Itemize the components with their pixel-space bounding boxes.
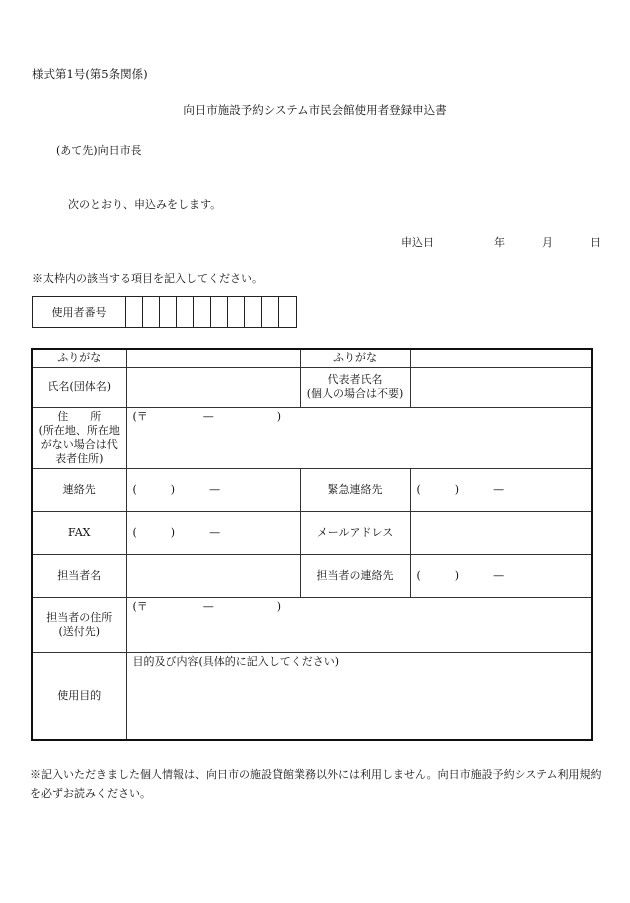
person-name-field[interactable] xyxy=(126,554,300,597)
name-field[interactable] xyxy=(126,367,300,407)
instruction-text: ※太枠内の該当する項目を記入してください。 xyxy=(32,272,263,285)
emergency-contact-label: 緊急連絡先 xyxy=(300,468,410,511)
user-number-digit[interactable] xyxy=(211,297,228,327)
purpose-label: 使用目的 xyxy=(32,652,126,740)
name-label: 氏名(団体名) xyxy=(32,367,126,407)
email-field[interactable] xyxy=(410,511,592,554)
addressee: (あて先)向日市長 xyxy=(56,144,142,157)
person-contact-label: 担当者の連絡先 xyxy=(300,554,410,597)
paren-open: ( xyxy=(416,568,421,582)
paren-open: ( xyxy=(416,482,421,496)
rep-furigana-field[interactable] xyxy=(410,349,592,367)
postal-dash: — xyxy=(202,599,214,613)
person-contact-field[interactable] xyxy=(410,554,592,597)
address-label-line2: (所在地、所在地 xyxy=(38,423,120,437)
paren-close: ) xyxy=(454,568,460,582)
address-field[interactable] xyxy=(126,407,592,468)
postal-prefix: (〒 xyxy=(132,409,148,423)
paren-close: ) xyxy=(170,525,176,539)
rep-name-label-line2: (個人の場合は不要) xyxy=(306,387,404,400)
contact-field[interactable] xyxy=(126,468,300,511)
rep-name-field[interactable] xyxy=(410,367,592,407)
person-address-label xyxy=(32,597,126,652)
address-label xyxy=(32,407,126,468)
user-number-digit[interactable] xyxy=(177,297,194,327)
furigana-label: ふりがな xyxy=(32,349,126,367)
emergency-contact-field[interactable] xyxy=(410,468,592,511)
paren-close: ) xyxy=(170,482,176,496)
document-title: 向日市施設予約システム市民会館使用者登録申込書 xyxy=(183,103,447,117)
address-label-line1: 住 所 xyxy=(57,409,102,423)
phone-dash: — xyxy=(493,568,505,582)
user-number-box xyxy=(32,296,297,328)
person-name-label: 担当者名 xyxy=(32,554,126,597)
date-month: 月 xyxy=(542,236,553,249)
paren-open: ( xyxy=(132,482,137,496)
phone-dash: — xyxy=(209,482,221,496)
date-day: 日 xyxy=(590,236,601,249)
paren-open: ( xyxy=(132,525,137,539)
postal-dash: — xyxy=(202,409,214,423)
phone-dash: — xyxy=(493,482,505,496)
paren-close: ) xyxy=(454,482,460,496)
privacy-footnote: ※記入いただきました個人情報は、向日市の施設貸館業務以外には利用しません。向日市施設予約システム利用規約を必ずお読みください。 xyxy=(30,768,602,800)
user-number-digit[interactable] xyxy=(194,297,211,327)
user-number-label: 使用者番号 xyxy=(33,297,126,327)
address-label-line4: 表者住所) xyxy=(55,451,104,465)
user-number-digit[interactable] xyxy=(160,297,177,327)
date-year: 年 xyxy=(494,236,505,249)
contact-label: 連絡先 xyxy=(32,468,126,511)
registration-table xyxy=(31,348,593,741)
purpose-field[interactable] xyxy=(126,652,592,740)
postal-close: ) xyxy=(276,409,282,423)
rep-name-label xyxy=(300,367,410,407)
purpose-hint: 目的及び内容(具体的に記入してください) xyxy=(132,654,340,668)
postal-prefix: (〒 xyxy=(132,599,148,613)
intro-text: 次のとおり、申込みをします。 xyxy=(68,198,222,211)
user-number-digit[interactable] xyxy=(245,297,262,327)
person-address-field[interactable] xyxy=(126,597,592,652)
user-number-digit[interactable] xyxy=(126,297,143,327)
user-number-digit[interactable] xyxy=(228,297,245,327)
person-address-label-line2: (送付先) xyxy=(58,624,101,638)
fax-label: FAX xyxy=(32,511,126,554)
user-number-digit[interactable] xyxy=(279,297,296,327)
phone-dash: — xyxy=(209,525,221,539)
email-label: メールアドレス xyxy=(300,511,410,554)
furigana-field[interactable] xyxy=(126,349,300,367)
date-label: 申込日 xyxy=(401,236,434,249)
person-address-label-line1: 担当者の住所 xyxy=(46,610,113,624)
fax-field[interactable] xyxy=(126,511,300,554)
rep-furigana-label: ふりがな xyxy=(300,349,410,367)
rep-name-label-line1: 代表者氏名 xyxy=(327,373,383,386)
form-number: 様式第1号(第5条関係) xyxy=(32,67,148,81)
address-label-line3: がない場合は代 xyxy=(40,437,118,451)
postal-close: ) xyxy=(276,599,282,613)
user-number-digit[interactable] xyxy=(143,297,160,327)
user-number-digit[interactable] xyxy=(262,297,279,327)
